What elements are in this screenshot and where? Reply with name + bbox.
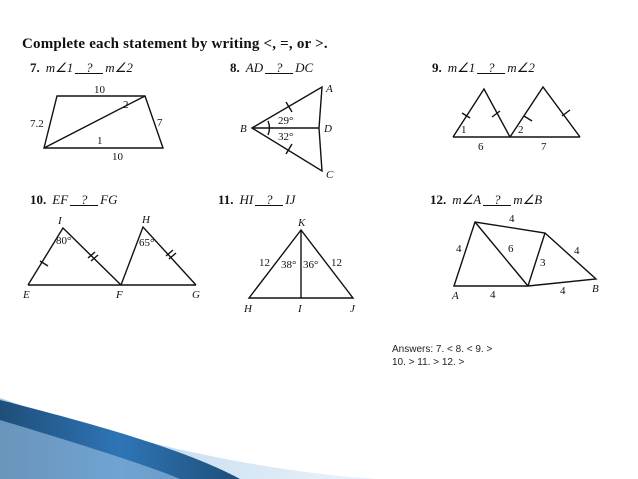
vertex-I: I	[58, 215, 62, 227]
problem-number: 9.	[432, 60, 442, 75]
bottom-label-1: 4	[490, 289, 496, 301]
problem-number: 10.	[30, 192, 47, 207]
answer-blank: ?	[265, 62, 293, 74]
vertex-A: A	[452, 290, 459, 302]
side-label-right: 4	[574, 245, 580, 257]
angle-label-1: 1	[97, 135, 103, 147]
answer-blank: ?	[70, 194, 98, 206]
base-label-1: 6	[478, 141, 484, 153]
left-expr: m∠1	[45, 60, 74, 75]
angle-label-1: 1	[461, 124, 467, 136]
right-expr: m∠2	[105, 60, 133, 75]
vertex-J: J	[350, 303, 355, 315]
right-expr: m∠2	[507, 60, 535, 75]
side-label-left: 4	[456, 243, 462, 255]
vertex-K: K	[298, 217, 306, 229]
answer-blank: ?	[483, 194, 511, 206]
side-label-1: 12	[259, 257, 270, 269]
left-expr: HI	[239, 192, 254, 207]
answers-block	[392, 343, 492, 369]
answers-line-2: 10. > 11. > 12. >	[392, 357, 465, 368]
vertex-G: G	[192, 289, 200, 301]
diagonal	[475, 222, 528, 286]
answer-blank: ?	[75, 62, 103, 74]
decorative-swoosh	[0, 380, 638, 479]
angle-label-2: 2	[123, 99, 129, 111]
angle-label-2: 2	[518, 124, 524, 136]
angle-label-2: 36°	[303, 259, 319, 271]
vertex-B: B	[592, 283, 599, 295]
vertex-F: F	[116, 289, 123, 301]
side-label-2: 12	[331, 257, 342, 269]
side-label-right: 7	[157, 117, 163, 129]
side-label-top: 4	[509, 213, 515, 225]
vertex-H: H	[142, 214, 150, 226]
base-label-2: 7	[541, 141, 547, 153]
left-expr: AD	[245, 60, 264, 75]
angle-label-1: 29°	[278, 115, 294, 127]
left-expr: EF	[52, 192, 69, 207]
side-label-bottom: 10	[112, 151, 123, 163]
right-expr: FG	[100, 192, 118, 207]
mid-label: 3	[540, 257, 546, 269]
left-expr: m∠1	[447, 60, 476, 75]
vertex-I: I	[298, 303, 302, 315]
vertex-H: H	[244, 303, 252, 315]
vertex-D: D	[324, 123, 332, 135]
instructions: Complete each statement by writing <, =, or >.	[22, 36, 328, 52]
problem-number: 12.	[430, 192, 447, 207]
angle-label-1: 38°	[281, 259, 297, 271]
answer-blank: ?	[477, 62, 505, 74]
right-expr: m∠B	[513, 192, 543, 207]
right-expr: IJ	[285, 192, 296, 207]
angle-label-1: 80°	[56, 235, 72, 247]
diagonal-label: 6	[508, 243, 514, 255]
angle-label-2: 32°	[278, 131, 294, 143]
left-expr: m∠A	[452, 192, 482, 207]
problem-number: 11.	[218, 192, 234, 207]
vertex-B: B	[240, 123, 247, 135]
answer-blank: ?	[255, 194, 283, 206]
side-label-top: 10	[94, 84, 105, 96]
bottom-label-2: 4	[560, 285, 566, 297]
problem-number: 8.	[230, 60, 240, 75]
angle-label-2: 65°	[139, 237, 155, 249]
problem-number: 7.	[30, 60, 40, 75]
vertex-C: C	[326, 169, 334, 181]
side-label-left: 7.2	[30, 118, 44, 130]
vertex-E: E	[23, 289, 30, 301]
vertex-A: A	[326, 83, 333, 95]
answers-line-1: Answers: 7. < 8. < 9. >	[392, 344, 493, 355]
right-expr: DC	[295, 60, 314, 75]
